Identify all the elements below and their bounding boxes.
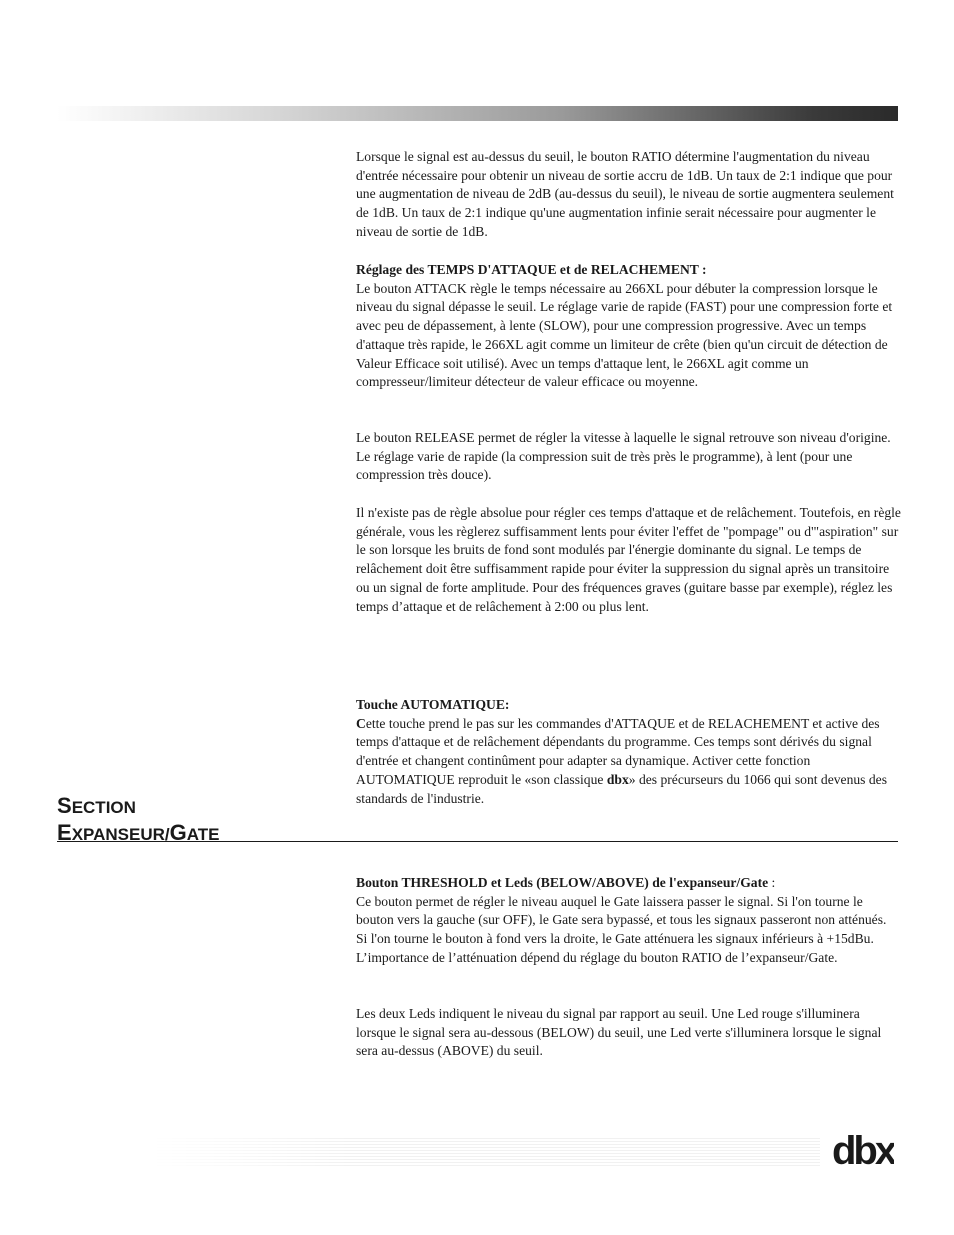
section-heading-line1: SECTION xyxy=(57,793,136,818)
section-heading xyxy=(57,794,220,848)
leds-paragraph xyxy=(356,1005,901,1061)
svg-text:dbx: dbx xyxy=(832,1129,894,1170)
attack-text: Le bouton ATTACK règle le temps nécessaire au 266XL pour débuter la compression lorsque le niveau du signal dépasse le seuil. Le réglage varie de rapide (FAST) pour une compression forte et avec peu de dépassement, à lente (SLOW), pour une compression progressive. Avec un temps d'attaque très rapide, le 266XL agit comme un limiteur de crête (bien qu'un circuit de détection de Valeur Efficace soit utilisé). Avec un temps d'attaque lent, le 266XL agit comme un compresseur/limiteur détecteur de valeur efficace ou moyenne. xyxy=(356,280,893,390)
brand-dbx: dbx xyxy=(606,771,629,787)
leds-text: Les deux Leds indiquent le niveau du signal par rapport au seuil. Une Led rouge s'illuminera lorsque le signal sera au-dessous (BELOW) du seuil, une Led verte s'illuminera lorsque le signal sera au-dessus (ABOVE) du seuil. xyxy=(356,1006,882,1059)
auto-block xyxy=(356,696,901,808)
auto-text: Cette touche prend le pas sur les commandes d'ATTAQUE et de RELACHEMENT et active des temps d'attaque et de relâchement dépendants du programme. Ces temps sont dérivés du signal d'entrée et changent continûment pour adapter sa dynamique. Activer cette fonction AUTOMATIQUE reproduit le «son classique dbx» des précurseurs du 1066 qui sont devenus des standards de l'industrie. xyxy=(356,715,887,806)
footer-decoration xyxy=(150,1138,820,1168)
rule-paragraph xyxy=(356,504,901,616)
dbx-logo xyxy=(830,1128,894,1170)
ratio-text: Lorsque le signal est au-dessus du seuil, le bouton RATIO détermine l'augmentation du niveau d'entrée nécessaire pour obtenir un niveau de sortie accru de 1dB. Un taux de 2:1 indique que pour une augmentation de niveau de 2dB (au-dessus du seuil), le niveau de sortie augmentera seulement de 1dB. Un taux de 2:1 indique qu'une augmentation infinie serait nécessaire pour augmenter le niveau de sortie de 1dB. xyxy=(356,149,894,239)
release-text: Le bouton RELEASE permet de régler la vitesse à laquelle le signal retrouve son niveau d'origine. Le réglage varie de rapide (la compression suit de très près le programme), à lent (pour une compression très douce). xyxy=(356,430,891,483)
threshold-block xyxy=(356,874,901,968)
threshold-heading: Bouton THRESHOLD et Leds (BELOW/ABOVE) de l'expanseur/Gate : xyxy=(356,875,776,890)
attack-release-heading: Réglage des TEMPS D'ATTAQUE et de RELACHEMENT : xyxy=(356,262,707,277)
attack-release-block xyxy=(356,261,901,392)
auto-heading: Touche AUTOMATIQUE: xyxy=(356,697,510,712)
header-gradient-bar xyxy=(57,106,898,121)
rule-text: Il n'existe pas de règle absolue pour régler ces temps d'attaque et de relâchement. Toutefois, en règle générale, vous les règlerez suffisamment lents pour éviter l'effet de "pompage" ou d'"aspiration" sur le son lorsque les bruits de fond sont modulés par l'énergie dominante du signal. Le temps de relâchement doit être suffisamment rapide pour éviter la suppression du signal après un transitoire ou un signal de forte amplitude. Pour des fréquences graves (guitare basse par exemple), réglez les temps d’attaque et de relâchement à 2:00 ou plus lent. xyxy=(356,505,901,614)
section-heading-line2: EXPANSEUR/GATE xyxy=(57,820,220,845)
threshold-text: Ce bouton permet de régler le niveau auquel le Gate laissera passer le signal. Si l'on tourne le bouton vers la gauche (sur OFF), le Gate sera bypassé, et tous les signaux passeront non atténués. Si l'on tourne le bouton à fond vers la droite, le Gate atténuera les signaux inférieurs à +15dBu. L’importance de l’atténuation dépend du réglage du bouton RATIO de l’expanseur/Gate. xyxy=(356,893,887,965)
ratio-paragraph xyxy=(356,148,901,242)
release-paragraph xyxy=(356,429,901,485)
section-divider xyxy=(57,841,898,842)
